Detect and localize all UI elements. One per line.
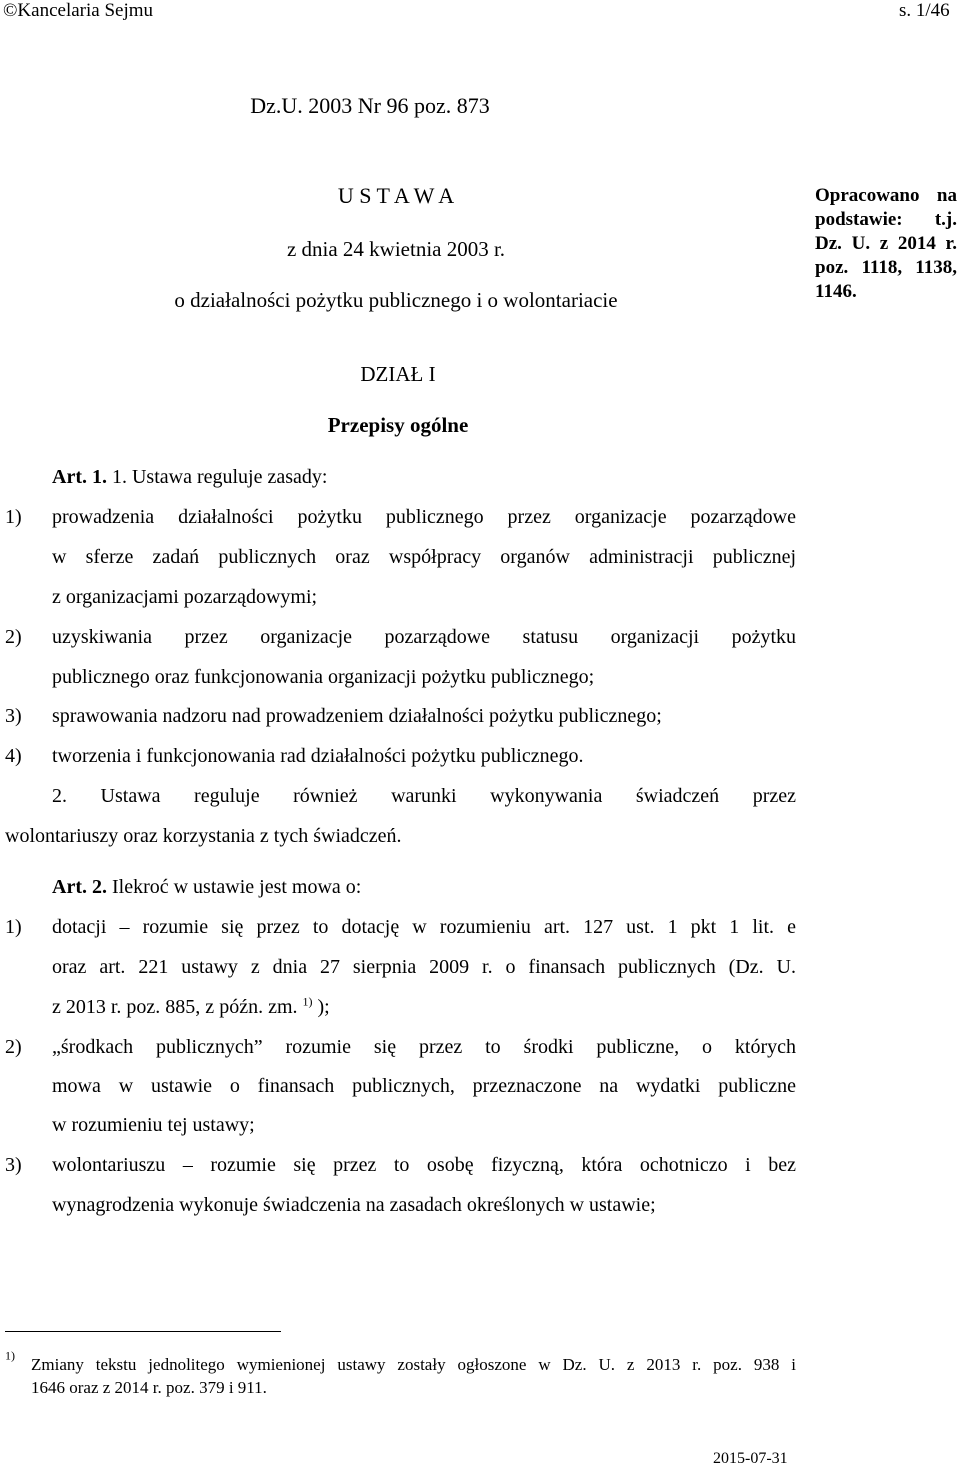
art2-heading: Art. 2.	[52, 876, 107, 898]
list-item-line: z 2013 r. poz. 885, z późn. zm.	[52, 996, 298, 1018]
footnote-line: 1646 oraz z 2014 r. poz. 379 i 911.	[31, 1378, 267, 1397]
footnote-separator	[5, 1331, 281, 1332]
art1-heading: Art. 1.	[52, 466, 107, 488]
list-item-line: „środkach publicznych” rozumie się przez to środki publiczne, o których	[52, 1036, 796, 1058]
art2-intro-text: Ilekroć w ustawie jest mowa o:	[111, 876, 362, 898]
list-item-line: z organizacjami pozarządowymi;	[52, 586, 318, 608]
art1-paragraph2-line1: 2. Ustawa reguluje również warunki wykonywania świadczeń przez	[52, 785, 796, 807]
footnote-reference[interactable]: 1)	[302, 994, 313, 1009]
note-line: podstawie: t.j.	[815, 209, 957, 230]
document-type: U S T A W A	[337, 183, 455, 208]
document-reference: Dz.U. 2003 Nr 96 poz. 873	[250, 93, 490, 118]
list-item-line: tworzenia i funkcjonowania rad działalności pożytku publicznego.	[52, 745, 584, 767]
art1-p1-text: Ustawa reguluje zasady:	[131, 466, 328, 488]
art1-paragraph2-line2: wolontariuszy oraz korzystania z tych świadczeń.	[5, 825, 402, 847]
list-item-line: sprawowania nadzoru nad prowadzeniem działalności pożytku publicznego;	[52, 705, 662, 727]
note-line: Dz. U. z 2014 r.	[815, 233, 957, 254]
publication-date: 2015-07-31	[713, 1450, 788, 1467]
list-number: 3)	[5, 705, 22, 727]
document-subject: o działalności pożytku publicznego i o wolontariacie	[174, 288, 618, 312]
art2-intro	[52, 876, 361, 899]
list-item-line: uzyskiwania przez organizacje pozarządowe statusu organizacji pożytku	[52, 626, 796, 648]
note-line: poz. 1118, 1138,	[815, 257, 957, 278]
list-number: 3)	[5, 1154, 22, 1176]
art1-p1-number: 1.	[111, 466, 127, 488]
consolidation-note	[815, 184, 957, 304]
list-number: 2)	[5, 626, 22, 648]
list-number: 1)	[5, 916, 22, 938]
list-item-line: publicznego oraz funkcjonowania organizacji pożytku publicznego;	[52, 666, 595, 688]
list-item-line: prowadzenia działalności pożytku publicznego przez organizacje pozarządowe	[52, 506, 796, 528]
list-item-line: w rozumieniu tej ustawy;	[52, 1114, 255, 1136]
note-line: 1146.	[815, 281, 857, 302]
header-publisher: ©Kancelaria Sejmu	[3, 0, 154, 21]
list-item-line: wolontariuszu – rozumie się przez to osobę fizyczną, która ochotniczo i bez	[52, 1154, 796, 1176]
document-date: z dnia 24 kwietnia 2003 r.	[286, 237, 506, 261]
footnote	[5, 1348, 15, 1371]
list-item-tail: );	[317, 996, 330, 1018]
footnote-mark: 1)	[5, 1348, 15, 1363]
list-number: 4)	[5, 745, 22, 767]
list-item-line: wynagrodzenia wykonuje świadczenia na zasadach określonych w ustawie;	[52, 1194, 656, 1216]
footnote-line: Zmiany tekstu jednolitego wymienionej ustawy zostały ogłoszone w Dz. U. z 2013 r. poz. 938 i	[31, 1355, 796, 1374]
art1-paragraph1	[52, 466, 327, 489]
note-line: Opracowano na	[815, 185, 957, 206]
section-title: Przepisy ogólne	[327, 413, 469, 437]
list-item-line-with-footnote	[52, 996, 330, 1019]
list-number: 1)	[5, 506, 22, 528]
list-number: 2)	[5, 1036, 22, 1058]
list-item-line: dotacji – rozumie się przez to dotację w rozumieniu art. 127 ust. 1 pkt 1 lit. e	[52, 916, 796, 938]
list-item-line: mowa w ustawie o finansach publicznych, przeznaczone na wydatki publiczne	[52, 1075, 796, 1097]
section-name: DZIAŁ I	[360, 362, 436, 386]
list-item-line: oraz art. 221 ustawy z dnia 27 sierpnia 2009 r. o finansach publicznych (Dz. U.	[52, 956, 796, 978]
list-item-line: w sferze zadań publicznych oraz współpracy organów administracji publicznej	[52, 546, 796, 568]
page-number: s. 1/46	[899, 0, 950, 21]
